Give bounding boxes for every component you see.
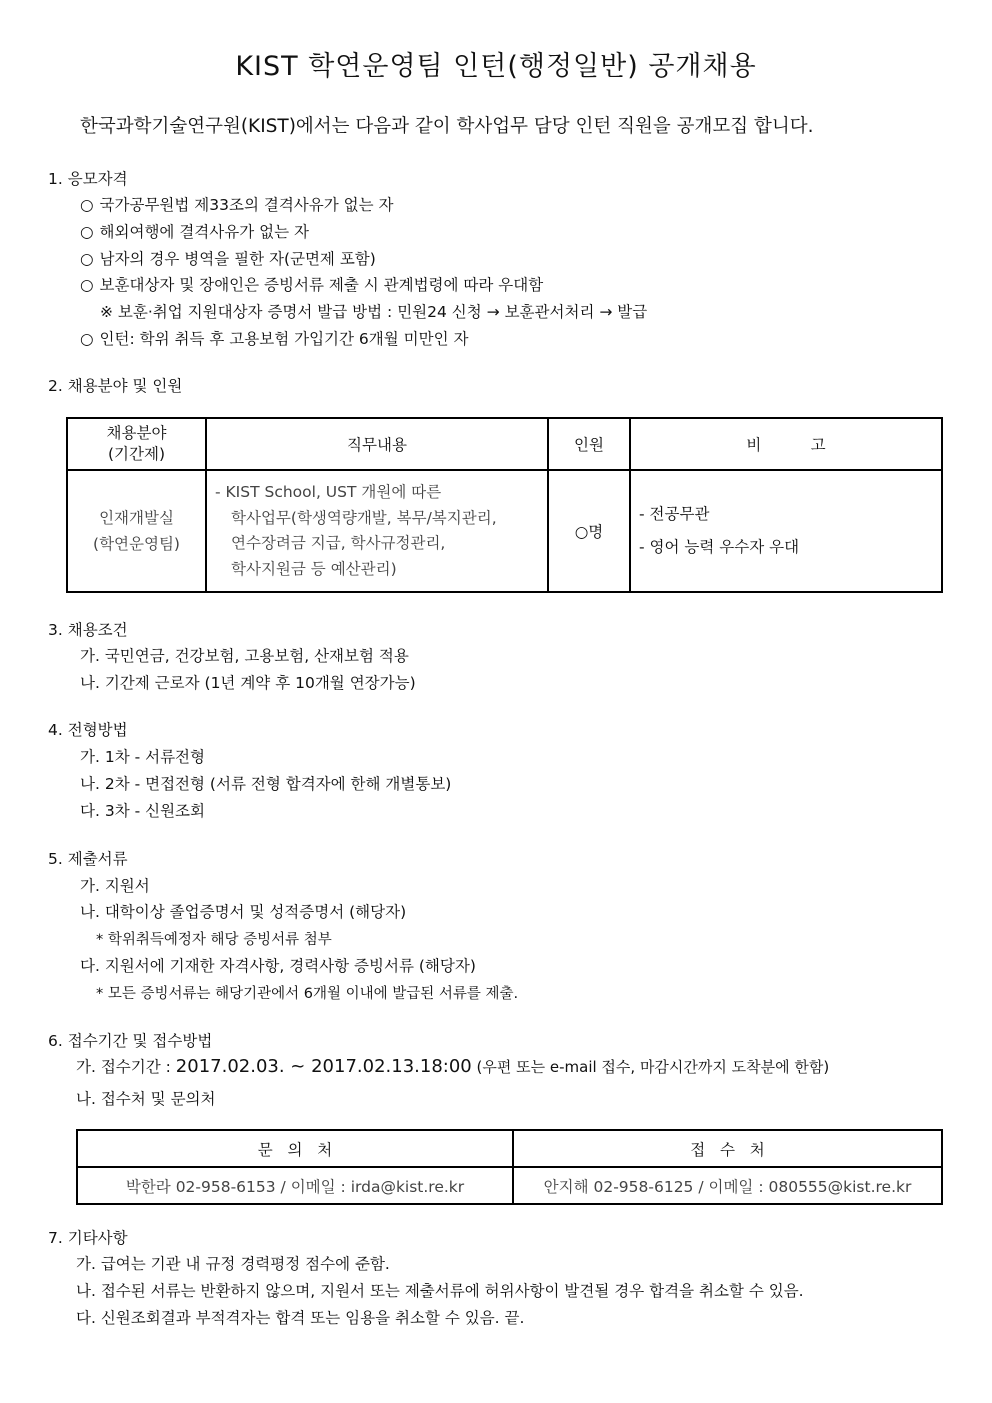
- process-item: 다. 3차 - 신원조회: [80, 802, 206, 820]
- intro-text: 한국과학기술연구원(KIST)에서는 다음과 같이 학사업무 담당 인턴 직원을 공개모집 합니다.: [80, 116, 814, 137]
- recruitment-table: [66, 417, 943, 593]
- cell-note: [630, 470, 942, 592]
- document-note: * 학위취득예정자 해당 증빙서류 첨부: [96, 932, 332, 948]
- section-7-heading: 7. 기타사항: [48, 1229, 128, 1247]
- veteran-cert-note: ※ 보훈·취업 지원대상자 증명서 발급 방법 : 민원24 신청 → 보훈관서처리 → 발급: [100, 303, 648, 321]
- header-field-line2: (기간제): [107, 445, 165, 463]
- document-item: 다. 지원서에 기재한 자격사항, 경력사항 증빙서류 (해당자): [80, 957, 476, 975]
- qualification-item: [80, 247, 376, 269]
- field-line1: 인재개발실: [99, 509, 174, 527]
- note-line1: - 전공무관: [639, 505, 710, 523]
- section-6-heading: 6. 접수기간 및 접수방법: [48, 1032, 213, 1050]
- application-period: [76, 1055, 829, 1077]
- condition-item: 가. 국민연금, 건강보험, 고용보험, 산재보험 적용: [80, 647, 409, 665]
- circle-bullet-icon: ○: [80, 330, 94, 348]
- header-note: 비 고: [630, 418, 942, 470]
- period-note: (우편 또는 e-mail 접수, 마감시간까지 도착분에 한함): [471, 1058, 830, 1076]
- duty-line2: 학사업무(학생역량개발, 복무/복지관리,: [231, 508, 497, 527]
- section-3-heading: 3. 채용조건: [48, 621, 128, 639]
- header-count: 인원: [548, 418, 630, 470]
- circle-bullet-icon: ○: [80, 223, 94, 241]
- header-duty: 직무내용: [206, 418, 548, 470]
- qualification-text: 남자의 경우 병역을 필한 자(군면제 포함): [99, 250, 376, 268]
- header-field-line1: 채용분야: [106, 424, 167, 442]
- circle-bullet-icon: ○: [80, 196, 94, 214]
- process-item: 나. 2차 - 면접전형 (서류 전형 합격자에 한해 개별통보): [80, 775, 452, 793]
- period-label: 가. 접수기간 :: [76, 1058, 176, 1076]
- document-item: 가. 지원서: [80, 877, 150, 895]
- period-dates: 2017.02.03. ~ 2017.02.13.18:00: [175, 1056, 472, 1077]
- document-item: 나. 대학이상 졸업증명서 및 성적증명서 (해당자): [80, 903, 407, 921]
- cell-inquiry: 박한라 02-958-6153 / 이메일 : irda@kist.re.kr: [77, 1167, 513, 1204]
- cell-receipt: 안지해 02-958-6125 / 이메일 : 080555@kist.re.kr: [513, 1167, 942, 1204]
- qualification-item: [80, 273, 543, 295]
- circle-bullet-icon: ○: [80, 276, 94, 294]
- document-title: KIST 학연운영팀 인턴(행정일반) 공개채용: [235, 51, 757, 82]
- duty-line4: 학사지원금 등 예산관리): [231, 559, 397, 578]
- contact-table: [76, 1129, 943, 1205]
- field-line2: (학연운영팀): [93, 535, 180, 553]
- cell-duty: [206, 470, 548, 592]
- misc-item: 나. 접수된 서류는 반환하지 않으며, 지원서 또는 제출서류에 허위사항이 발견될 경우 합격을 취소할 수 있음.: [76, 1282, 804, 1300]
- qualification-text: 해외여행에 결격사유가 없는 자: [99, 223, 309, 241]
- cell-count: ○명: [548, 470, 630, 592]
- qualification-text: 인턴: 학위 취득 후 고용보험 가입기간 6개월 미만인 자: [99, 330, 469, 348]
- duty-line1: - KIST School, UST 개원에 따른: [215, 483, 442, 501]
- qualification-item: [80, 193, 394, 215]
- section-1-heading: 1. 응모자격: [48, 170, 128, 188]
- section-4-heading: 4. 전형방법: [48, 721, 128, 739]
- qualification-item: [80, 220, 309, 242]
- misc-item: 가. 급여는 기관 내 규정 경력평정 점수에 준함.: [76, 1255, 390, 1273]
- qualification-text: 보훈대상자 및 장애인은 증빙서류 제출 시 관계법령에 따라 우대함: [99, 276, 544, 294]
- cell-field: [67, 470, 206, 592]
- process-item: 가. 1차 - 서류전형: [80, 748, 206, 766]
- header-inquiry: 문 의 처: [77, 1130, 513, 1167]
- document-note: * 모든 증빙서류는 해당기관에서 6개월 이내에 발급된 서류를 제출.: [96, 986, 519, 1002]
- qualification-item: [80, 327, 468, 349]
- contact-heading: 나. 접수처 및 문의처: [76, 1090, 216, 1108]
- header-field: [67, 418, 206, 470]
- header-receipt: 접 수 처: [513, 1130, 942, 1167]
- misc-item: 다. 신원조회결과 부적격자는 합격 또는 임용을 취소할 수 있음. 끝.: [76, 1309, 525, 1327]
- duty-line3: 연수장려금 지급, 학사규정관리,: [231, 534, 446, 552]
- section-2-heading: 2. 채용분야 및 인원: [48, 377, 183, 395]
- section-5-heading: 5. 제출서류: [48, 850, 128, 868]
- qualification-text: 국가공무원법 제33조의 결격사유가 없는 자: [99, 196, 394, 214]
- circle-bullet-icon: ○: [80, 250, 94, 268]
- condition-item: 나. 기간제 근로자 (1년 계약 후 10개월 연장가능): [80, 674, 416, 692]
- note-line2: - 영어 능력 우수자 우대: [639, 538, 800, 556]
